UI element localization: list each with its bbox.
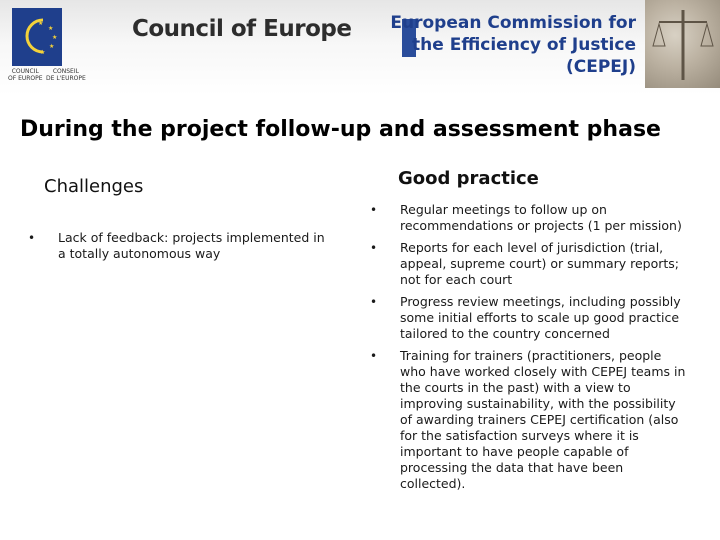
logo-caption-fr-line2: DE L'EUROPE <box>46 75 86 82</box>
svg-text:★: ★ <box>52 34 58 41</box>
slide-title: During the project follow-up and assessment phase <box>20 117 661 142</box>
scales-of-justice-image <box>645 0 720 88</box>
cepej-title-line2: the Efficiency of Justice (CEPEJ) <box>412 35 636 77</box>
bullet-icon: • <box>370 203 378 217</box>
challenge-text: Lack of feedback: projects implemented in a totally autonomous way <box>58 230 325 261</box>
logo-caption-en <box>8 68 43 82</box>
good-practice-heading: Good practice <box>398 168 539 189</box>
svg-text:★: ★ <box>49 43 55 50</box>
logo-caption-en-line2: OF EUROPE <box>8 75 43 82</box>
council-of-europe-logo <box>12 8 62 66</box>
bullet-icon: • <box>370 295 378 309</box>
bullet-icon: • <box>370 241 378 255</box>
list-item <box>370 240 690 288</box>
challenges-heading: Challenges <box>44 176 144 197</box>
slide-header <box>0 0 720 95</box>
list-item <box>370 294 690 342</box>
logo-caption-fr <box>46 68 86 82</box>
cepej-title-line1: European Commission for <box>390 13 636 33</box>
svg-text:★: ★ <box>40 49 46 56</box>
good-practice-list <box>370 202 690 498</box>
svg-text:★: ★ <box>38 20 44 27</box>
good-practice-text: Training for trainers (practitioners, people who have worked closely with CEPEJ teams in the courts in the past) with a view to improving sustainability, with the possibility of awarding trainers CEPEJ certification (also for the satisfaction surveys where it is important to have people capable of processing the data that have been collected). <box>400 348 686 491</box>
svg-text:★: ★ <box>48 25 54 32</box>
council-of-europe-title: Council of Europe <box>132 16 352 42</box>
logo-caption-en-line1: COUNCIL <box>11 68 39 75</box>
scales-icon <box>645 0 720 88</box>
list-item <box>370 202 690 234</box>
logo-caption-fr-line1: CONSEIL <box>52 68 79 75</box>
cepej-title <box>386 12 636 78</box>
good-practice-text: Regular meetings to follow up on recommendations or projects (1 per mission) <box>400 202 682 233</box>
good-practice-text: Reports for each level of jurisdiction (trial, appeal, supreme court) or summary reports; not for each court <box>400 240 680 287</box>
bullet-icon: • <box>370 349 378 363</box>
good-practice-text: Progress review meetings, including possibly some initial efforts to scale up good practice tailored to the country concerned <box>400 294 681 341</box>
list-item <box>28 230 328 262</box>
star-circle-icon <box>12 8 62 66</box>
challenges-list <box>28 230 328 268</box>
bullet-icon: • <box>28 231 36 245</box>
list-item <box>370 348 690 492</box>
